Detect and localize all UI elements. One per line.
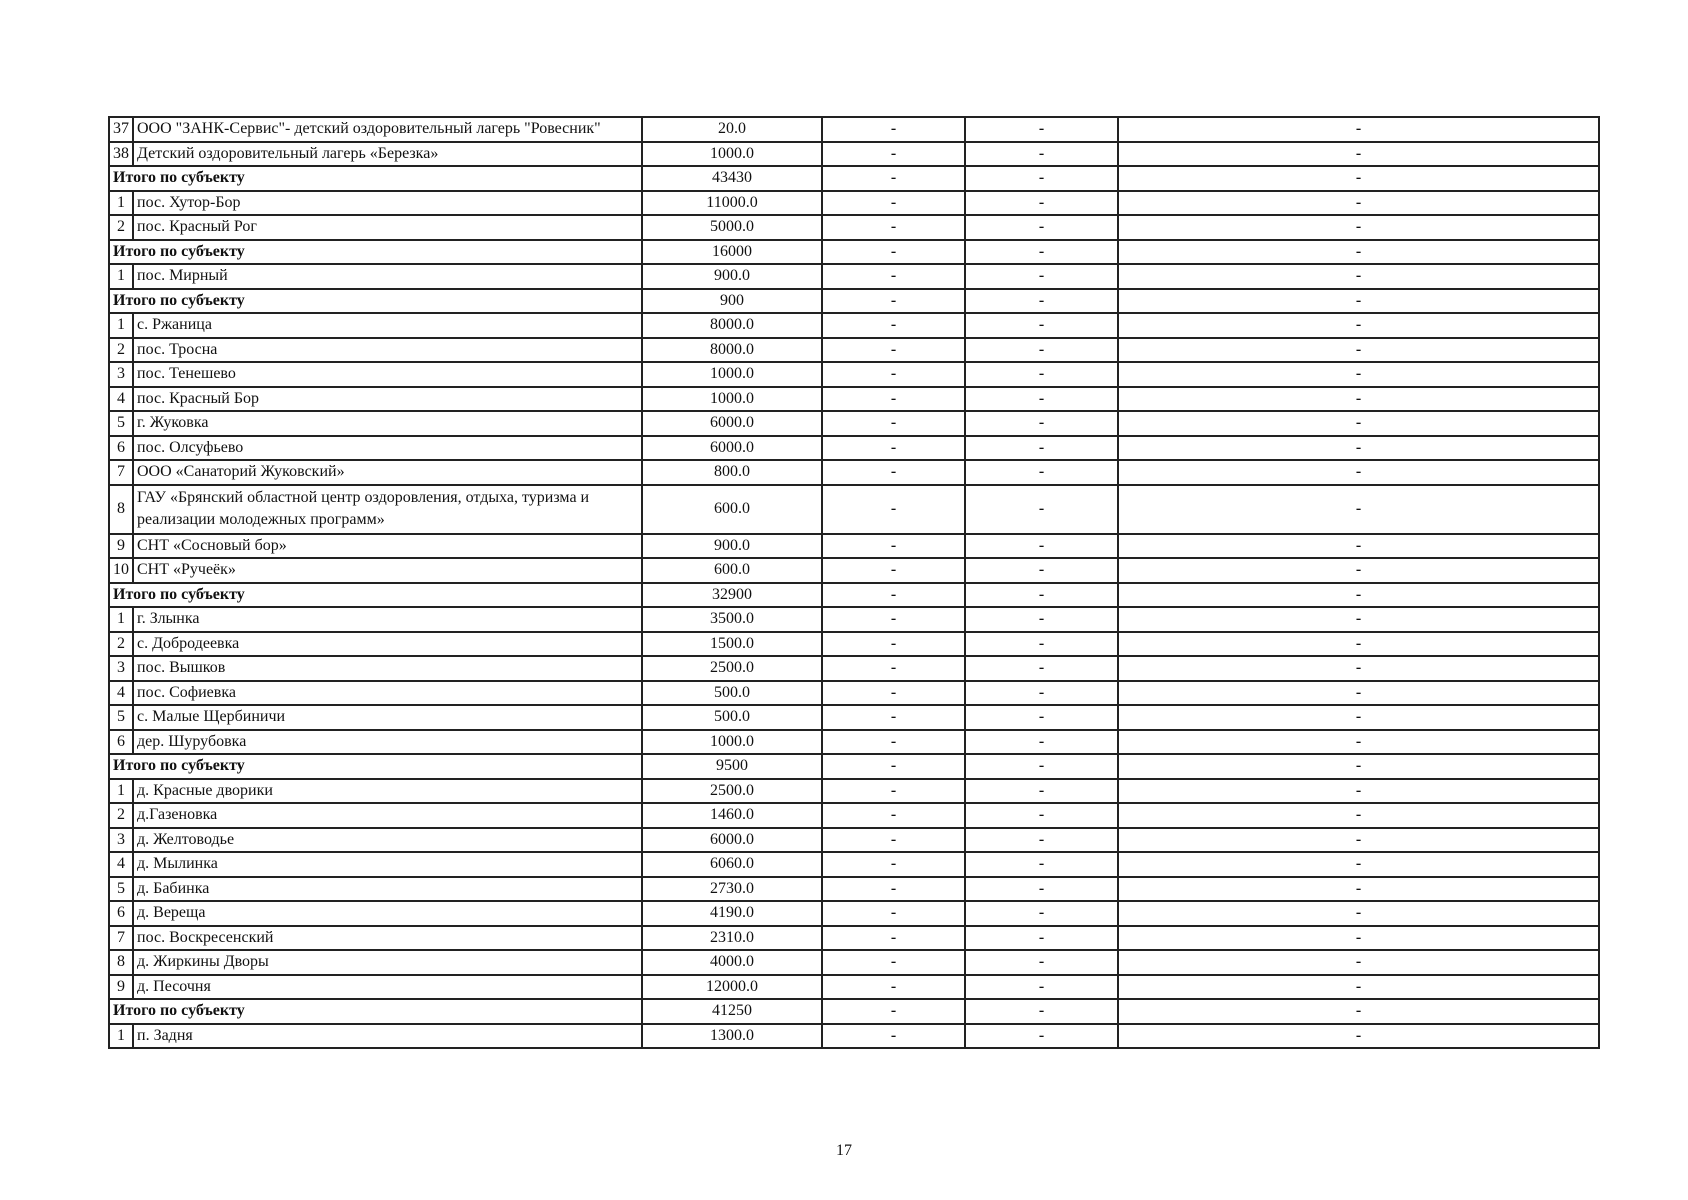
col5-cell: - [1118,583,1599,608]
col3-cell: - [822,558,965,583]
subtotal-row [109,999,1599,1024]
col5-cell: - [1118,142,1599,167]
col4-cell: - [965,362,1118,387]
value-cell: 1460.0 [642,803,822,828]
table-row [109,950,1599,975]
col4-cell: - [965,117,1118,142]
col4-cell: - [965,485,1118,534]
col4-cell: - [965,436,1118,461]
row-number: 2 [109,338,133,363]
col3-cell: - [822,362,965,387]
location-name: СНТ «Ручеёк» [133,558,642,583]
col4-cell: - [965,142,1118,167]
table-row [109,142,1599,167]
col4-cell: - [965,999,1118,1024]
row-number: 1 [109,779,133,804]
col5-cell: - [1118,191,1599,216]
row-number: 5 [109,705,133,730]
row-number: 4 [109,681,133,706]
col4-cell: - [965,166,1118,191]
row-number: 37 [109,117,133,142]
value-cell: 41250 [642,999,822,1024]
col5-cell: - [1118,950,1599,975]
location-name: д. Вереща [133,901,642,926]
col3-cell: - [822,926,965,951]
col3-cell: - [822,828,965,853]
location-name: пос. Олсуфьево [133,436,642,461]
value-cell: 1500.0 [642,632,822,657]
col5-cell: - [1118,387,1599,412]
document-sheet [108,116,1598,1049]
row-number: 7 [109,926,133,951]
table-row [109,926,1599,951]
value-cell: 2730.0 [642,877,822,902]
location-name: с. Малые Щербиничи [133,705,642,730]
col3-cell: - [822,705,965,730]
value-cell: 600.0 [642,485,822,534]
subtotal-row [109,289,1599,314]
col5-cell: - [1118,852,1599,877]
value-cell: 6060.0 [642,852,822,877]
row-number: 3 [109,362,133,387]
subtotal-label: Итого по субъекту [109,240,642,265]
location-name: с. Добродеевка [133,632,642,657]
col4-cell: - [965,583,1118,608]
col5-cell: - [1118,828,1599,853]
table-row [109,607,1599,632]
col3-cell: - [822,656,965,681]
col5-cell: - [1118,803,1599,828]
col3-cell: - [822,534,965,559]
table-row [109,264,1599,289]
value-cell: 2500.0 [642,779,822,804]
location-name: пос. Вышков [133,656,642,681]
value-cell: 1300.0 [642,1024,822,1049]
col4-cell: - [965,338,1118,363]
page-number: 17 [836,1142,852,1159]
col4-cell: - [965,779,1118,804]
col3-cell: - [822,754,965,779]
col4-cell: - [965,681,1118,706]
table-row [109,901,1599,926]
col3-cell: - [822,485,965,534]
value-cell: 900.0 [642,534,822,559]
col3-cell: - [822,632,965,657]
value-cell: 800.0 [642,460,822,485]
col4-cell: - [965,1024,1118,1049]
col3-cell: - [822,975,965,1000]
col5-cell: - [1118,730,1599,755]
row-number: 7 [109,460,133,485]
col5-cell: - [1118,926,1599,951]
row-number: 1 [109,313,133,338]
table-row [109,877,1599,902]
col4-cell: - [965,803,1118,828]
col5-cell: - [1118,460,1599,485]
col3-cell: - [822,313,965,338]
row-number: 6 [109,901,133,926]
col5-cell: - [1118,215,1599,240]
col4-cell: - [965,191,1118,216]
col3-cell: - [822,852,965,877]
location-name: д. Красные дворики [133,779,642,804]
value-cell: 6000.0 [642,411,822,436]
col3-cell: - [822,803,965,828]
location-name: с. Ржаница [133,313,642,338]
table-row [109,117,1599,142]
col5-cell: - [1118,313,1599,338]
col3-cell: - [822,681,965,706]
col5-cell: - [1118,656,1599,681]
col5-cell: - [1118,338,1599,363]
col5-cell: - [1118,240,1599,265]
subtotal-label: Итого по субъекту [109,999,642,1024]
col4-cell: - [965,558,1118,583]
col5-cell: - [1118,999,1599,1024]
col3-cell: - [822,338,965,363]
col4-cell: - [965,852,1118,877]
location-name: пос. Тросна [133,338,642,363]
col5-cell: - [1118,534,1599,559]
col3-cell: - [822,460,965,485]
table-row [109,1024,1599,1049]
col3-cell: - [822,436,965,461]
subtotal-row [109,583,1599,608]
location-name: д.Газеновка [133,803,642,828]
col4-cell: - [965,975,1118,1000]
table-row [109,558,1599,583]
table-row [109,632,1599,657]
row-number: 4 [109,387,133,412]
row-number: 1 [109,264,133,289]
value-cell: 4190.0 [642,901,822,926]
col3-cell: - [822,387,965,412]
row-number: 9 [109,534,133,559]
row-number: 38 [109,142,133,167]
col4-cell: - [965,730,1118,755]
col5-cell: - [1118,264,1599,289]
col4-cell: - [965,460,1118,485]
location-name: ООО "ЗАНК-Сервис"- детский оздоровительный лагерь "Ровесник" [133,117,642,142]
subtotal-label: Итого по субъекту [109,583,642,608]
value-cell: 1000.0 [642,387,822,412]
value-cell: 3500.0 [642,607,822,632]
col3-cell: - [822,999,965,1024]
table-row [109,852,1599,877]
col3-cell: - [822,411,965,436]
table-row [109,730,1599,755]
table-row [109,705,1599,730]
value-cell: 500.0 [642,681,822,706]
value-cell: 900 [642,289,822,314]
location-name: пос. Софиевка [133,681,642,706]
col4-cell: - [965,215,1118,240]
col3-cell: - [822,264,965,289]
col3-cell: - [822,730,965,755]
col4-cell: - [965,754,1118,779]
col5-cell: - [1118,632,1599,657]
value-cell: 6000.0 [642,828,822,853]
subtotal-label: Итого по субъекту [109,289,642,314]
row-number: 5 [109,411,133,436]
value-cell: 1000.0 [642,362,822,387]
table-row [109,485,1599,534]
row-number: 2 [109,215,133,240]
col4-cell: - [965,656,1118,681]
subtotal-label: Итого по субъекту [109,166,642,191]
table-row [109,436,1599,461]
col5-cell: - [1118,877,1599,902]
subtotal-label: Итого по субъекту [109,754,642,779]
row-number: 2 [109,632,133,657]
value-cell: 9500 [642,754,822,779]
col3-cell: - [822,240,965,265]
location-name: пос. Красный Рог [133,215,642,240]
col3-cell: - [822,901,965,926]
location-name: д. Бабинка [133,877,642,902]
row-number: 9 [109,975,133,1000]
row-number: 1 [109,607,133,632]
col4-cell: - [965,607,1118,632]
value-cell: 6000.0 [642,436,822,461]
col5-cell: - [1118,1024,1599,1049]
table-row [109,681,1599,706]
col5-cell: - [1118,681,1599,706]
location-name: ООО «Санаторий Жуковский» [133,460,642,485]
col3-cell: - [822,289,965,314]
location-name: пос. Тенешево [133,362,642,387]
value-cell: 5000.0 [642,215,822,240]
col5-cell: - [1118,901,1599,926]
value-cell: 2310.0 [642,926,822,951]
col3-cell: - [822,117,965,142]
table-row [109,411,1599,436]
location-name: пос. Мирный [133,264,642,289]
col4-cell: - [965,632,1118,657]
subtotal-row [109,754,1599,779]
col3-cell: - [822,950,965,975]
col4-cell: - [965,828,1118,853]
col3-cell: - [822,877,965,902]
row-number: 3 [109,656,133,681]
col5-cell: - [1118,485,1599,534]
location-name: пос. Красный Бор [133,387,642,412]
data-table [108,116,1600,1049]
location-name: г. Злынка [133,607,642,632]
table-row [109,534,1599,559]
table-row [109,313,1599,338]
location-name: д. Мылинка [133,852,642,877]
col5-cell: - [1118,779,1599,804]
col5-cell: - [1118,117,1599,142]
col3-cell: - [822,779,965,804]
col3-cell: - [822,191,965,216]
table-body [109,117,1599,1048]
value-cell: 43430 [642,166,822,191]
col4-cell: - [965,534,1118,559]
value-cell: 600.0 [642,558,822,583]
col4-cell: - [965,264,1118,289]
location-name: дер. Шурубовка [133,730,642,755]
col5-cell: - [1118,362,1599,387]
row-number: 10 [109,558,133,583]
row-number: 1 [109,191,133,216]
col3-cell: - [822,215,965,240]
value-cell: 11000.0 [642,191,822,216]
location-name: Детский оздоровительный лагерь «Березка» [133,142,642,167]
value-cell: 32900 [642,583,822,608]
row-number: 6 [109,730,133,755]
col3-cell: - [822,607,965,632]
location-name: г. Жуковка [133,411,642,436]
table-row [109,338,1599,363]
value-cell: 16000 [642,240,822,265]
col3-cell: - [822,142,965,167]
row-number: 8 [109,485,133,534]
value-cell: 8000.0 [642,338,822,363]
row-number: 8 [109,950,133,975]
location-name: д. Желтоводье [133,828,642,853]
value-cell: 1000.0 [642,730,822,755]
value-cell: 2500.0 [642,656,822,681]
col5-cell: - [1118,411,1599,436]
location-name: п. Задня [133,1024,642,1049]
value-cell: 12000.0 [642,975,822,1000]
table-row [109,460,1599,485]
col5-cell: - [1118,705,1599,730]
col4-cell: - [965,705,1118,730]
subtotal-row [109,240,1599,265]
col5-cell: - [1118,607,1599,632]
row-number: 3 [109,828,133,853]
col3-cell: - [822,1024,965,1049]
row-number: 5 [109,877,133,902]
row-number: 2 [109,803,133,828]
table-row [109,803,1599,828]
row-number: 1 [109,1024,133,1049]
location-name: ГАУ «Брянский областной центр оздоровления, отдыха, туризма и реализации молодежных программ» [133,485,642,534]
col3-cell: - [822,166,965,191]
col5-cell: - [1118,754,1599,779]
table-row [109,387,1599,412]
row-number: 4 [109,852,133,877]
col4-cell: - [965,387,1118,412]
col4-cell: - [965,926,1118,951]
col5-cell: - [1118,436,1599,461]
col4-cell: - [965,901,1118,926]
col4-cell: - [965,240,1118,265]
col5-cell: - [1118,975,1599,1000]
table-row [109,828,1599,853]
location-name: пос. Воскресенский [133,926,642,951]
col4-cell: - [965,313,1118,338]
value-cell: 8000.0 [642,313,822,338]
table-row [109,656,1599,681]
value-cell: 900.0 [642,264,822,289]
col5-cell: - [1118,289,1599,314]
table-row [109,191,1599,216]
table-row [109,215,1599,240]
col4-cell: - [965,411,1118,436]
location-name: СНТ «Сосновый бор» [133,534,642,559]
value-cell: 20.0 [642,117,822,142]
table-row [109,779,1599,804]
col3-cell: - [822,583,965,608]
col4-cell: - [965,877,1118,902]
table-row [109,975,1599,1000]
value-cell: 4000.0 [642,950,822,975]
col5-cell: - [1118,166,1599,191]
location-name: д. Жиркины Дворы [133,950,642,975]
row-number: 6 [109,436,133,461]
subtotal-row [109,166,1599,191]
location-name: д. Песочня [133,975,642,1000]
col4-cell: - [965,289,1118,314]
location-name: пос. Хутор-Бор [133,191,642,216]
col4-cell: - [965,950,1118,975]
value-cell: 1000.0 [642,142,822,167]
col5-cell: - [1118,558,1599,583]
value-cell: 500.0 [642,705,822,730]
table-row [109,362,1599,387]
